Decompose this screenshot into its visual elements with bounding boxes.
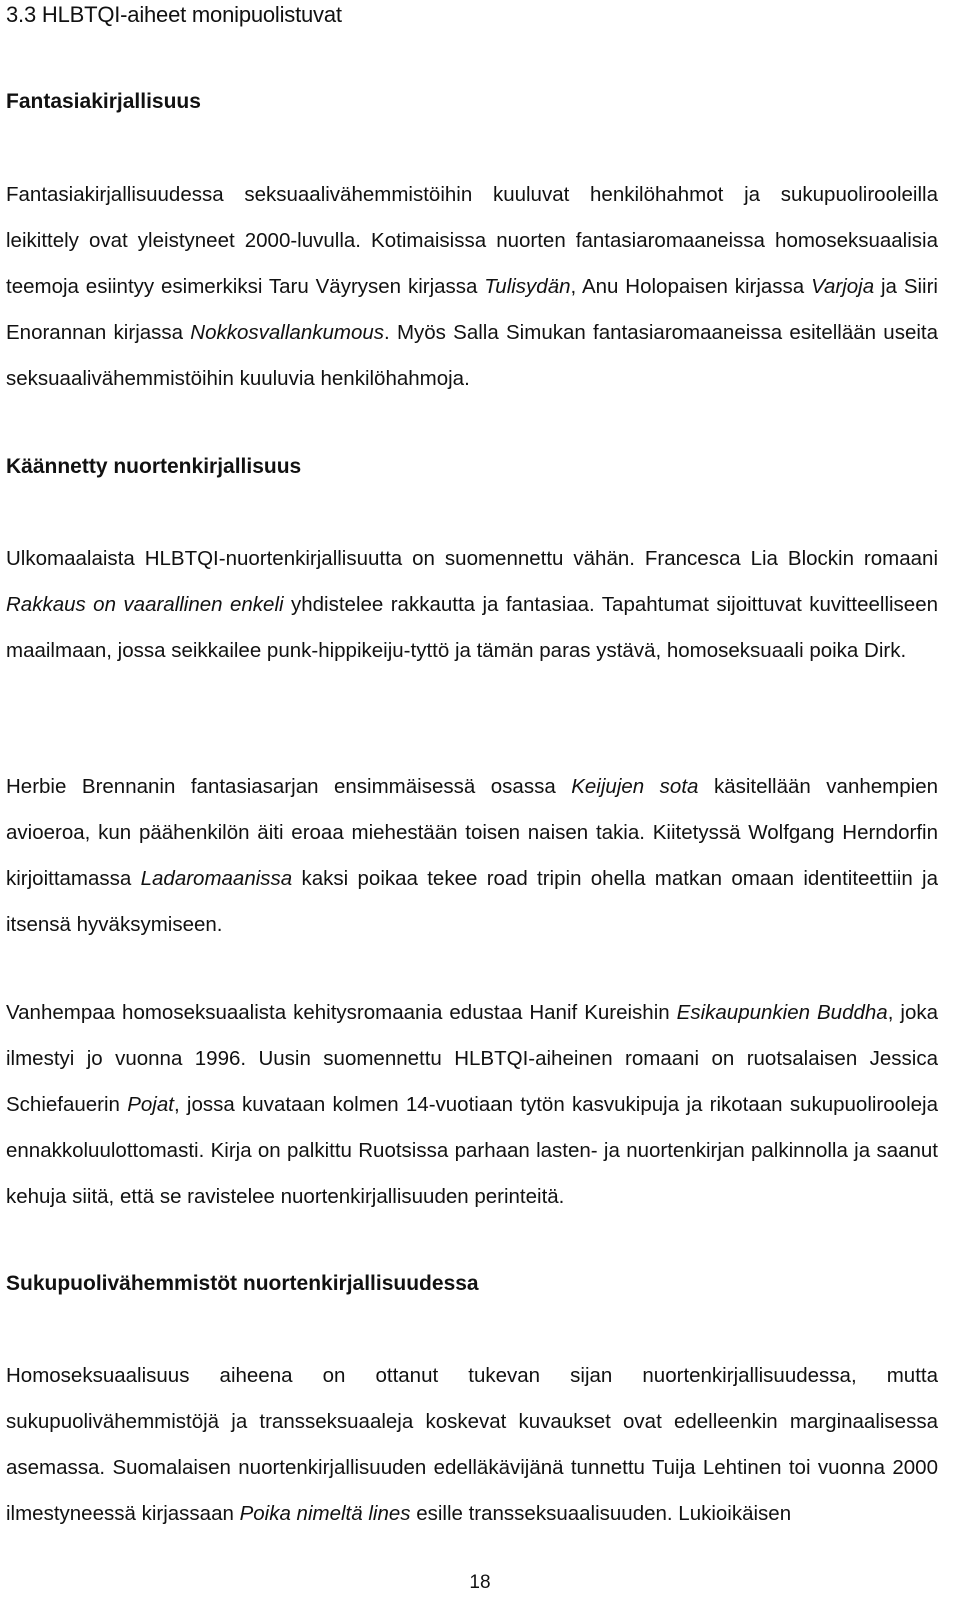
text-run: kaksi poikaa tekee road tripin ohella matkan omaan identiteettiin ja itsensä hyväksymiseen. — [6, 867, 938, 936]
book-title-nokkosvallankumous: Nokkosvallankumous — [190, 321, 384, 344]
section-title: 3.3 HLBTQI-aiheet monipuolistuvat — [6, 2, 342, 27]
text-run: , joka ilmestyi jo vuonna 1996. Uusin suomennettu HLBTQI-aiheinen romaani on ruotsalaisen Jessica Schiefauerin — [6, 1001, 939, 1116]
heading-translated: Käännetty nuortenkirjallisuus — [6, 455, 302, 478]
text-run: , Anu Holopaisen kirjassa — [570, 275, 812, 298]
text-run: yhdistelee rakkautta ja fantasiaa. Tapahtumat sijoittuvat kuvitteelliseen maailmaan, jossa seikkailee punk-hippikeiju-tyttö ja tämän paras ystävä, homoseksuaali poika Dirk. — [6, 593, 939, 662]
paragraph-brennan-herndorf — [6, 764, 938, 948]
paragraph-fantasy — [6, 172, 938, 402]
page-number: 18 — [469, 1572, 491, 1593]
paragraph-translated-block — [6, 536, 938, 674]
book-title-rakkaus: Rakkaus on vaarallinen enkeli — [6, 593, 284, 616]
book-title-tulisydan: Tulisydän — [484, 275, 571, 298]
text-run: Herbie Brennanin fantasiasarjan ensimmäisessä osassa — [6, 775, 572, 798]
text-run: käsitellään vanhempien avioeroa, kun päähenkilön äiti eroaa miehestään toisen naisen takia. Kiitetyssä Wolfgang Herndorfin kirjoittamassa — [6, 775, 938, 890]
book-title-varjoja: Varjoja — [811, 275, 875, 298]
book-title-pojat: Pojat — [127, 1093, 174, 1116]
paragraph-minorities — [6, 1353, 938, 1537]
text-run: Ulkomaalaista HLBTQI-nuortenkirjallisuutta on suomennettu vähän. Francesca Lia Blockin romaani — [6, 547, 938, 570]
text-run: Fantasiakirjallisuudessa seksuaalivähemmistöihin kuuluvat henkilöhahmot ja sukupuolirooleilla leikittely ovat yleistyneet 2000-luvulla. Kotimaisissa nuorten fantasiaromaaneissa homoseksuaalisia teemoja esiintyy esimerkiksi Taru Väyrysen kirjassa — [6, 183, 938, 298]
text-run: Homoseksuaalisuus aiheena on ottanut tukevan sijan nuortenkirjallisuudessa, mutta sukupuolivähemmistöjä ja transseksuaaleja koskevat kuvaukset ovat edelleenkin marginaalisessa asemassa. Suomalaisen nuortenkirjallisuuden edelläkävijänä tunnettu Tuija Lehtinen toi vuonna 2000 ilmestyneessä kirjassaan — [6, 1364, 938, 1525]
book-title-esikaupunkien-buddha: Esikaupunkien Buddha — [676, 1001, 888, 1024]
text-run: ja Siiri Enorannan kirjassa — [6, 275, 938, 344]
heading-minorities: Sukupuolivähemmistöt nuortenkirjallisuudessa — [6, 1272, 479, 1295]
book-title-poika-nimelta-lines: Poika nimeltä lines — [239, 1502, 411, 1525]
book-title-ladaromaani: Ladaromaanissa — [140, 867, 293, 890]
text-run: esille transseksuaalisuuden. Lukioikäisen — [410, 1502, 792, 1525]
book-title-keijujen-sota: Keijujen sota — [571, 775, 699, 798]
text-run: , jossa kuvataan kolmen 14-vuotiaan tytön kasvukipuja ja rikotaan sukupuolirooleja ennakkoluulottomasti. Kirja on palkittu Ruotsissa parhaan lasten- ja nuortenkirjan palkinnolla ja saanut kehuja siitä, että se ravistelee nuortenkirjallisuuden perinteitä. — [6, 1093, 938, 1208]
text-run: . Myös Salla Simukan fantasiaromaaneissa esitellään useita seksuaalivähemmistöihin kuuluvia henkilöhahmoja. — [6, 321, 938, 390]
text-run: Vanhempaa homoseksuaalista kehitysromaania edustaa Hanif Kureishin — [6, 1001, 677, 1024]
heading-fantasy: Fantasiakirjallisuus — [6, 90, 201, 113]
paragraph-kureishi-schiefauer — [6, 990, 938, 1220]
